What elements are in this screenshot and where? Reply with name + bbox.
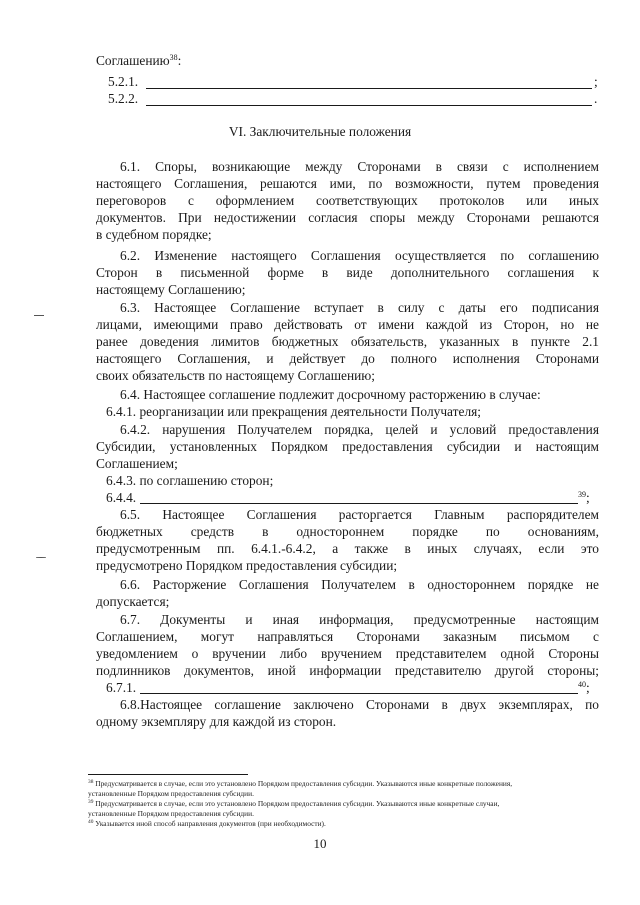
text-line: бюджетных средств в одностороннем порядке по основаниям,	[96, 524, 599, 539]
text-line: в судебном порядке;	[96, 227, 212, 242]
text-line: 6.1. Споры, возникающие между Сторонами в связи с исполнением	[120, 159, 599, 174]
page-number: 10	[313, 836, 327, 851]
paragraph-6-8	[96, 696, 599, 730]
footnote-ref: 40	[578, 680, 586, 689]
text-line: 6.4.2. нарушения Получателем порядка, целей и условий предоставления	[120, 422, 599, 437]
item-6-7-1-blank	[140, 693, 578, 694]
paragraph-6-3	[96, 299, 599, 384]
paragraph-6-6	[96, 576, 599, 610]
text-line: 6.5. Настоящее Соглашения расторгается Главным распорядителем	[120, 507, 599, 522]
text-line: 6.2. Изменение настоящего Соглашения осуществляется по соглашению	[120, 248, 599, 263]
item-5-2-2-number: 5.2.2.	[108, 91, 139, 106]
item-6-4-4-end: $^{39}$;	[578, 490, 590, 505]
paragraph-6-4-2	[96, 421, 599, 472]
text-line: настоящему Соглашению;	[96, 282, 246, 297]
item-6-7-1-number: 6.7.1.	[106, 680, 137, 695]
text-line: своих обязательств по настоящему Соглашению;	[96, 368, 376, 383]
item-5-2-2-blank	[146, 105, 592, 106]
text-line: предусмотрено Порядком предоставления субсидии;	[96, 558, 398, 573]
footnote-line: установленные Порядком предоставления субсидии.	[88, 788, 254, 798]
footnote-ref: 38	[169, 53, 178, 62]
item-5-2-1-blank	[146, 88, 592, 89]
scan-mark	[34, 315, 44, 316]
text-line: Соглашением, могут направляться Сторонами заказным письмом с	[96, 629, 599, 644]
paragraph-6-7	[96, 611, 599, 679]
item-5-2-2-end: .	[594, 91, 598, 106]
continuation-text: Соглашению$^{38}$:	[96, 53, 182, 68]
footnote-38	[88, 779, 598, 798]
text-line: настоящего Соглашения, решаются ими, по возможности, путем проведения	[96, 176, 599, 191]
footnote-line: $^{40}$ Указывается иной способ направления документов (при необходимости).	[88, 819, 326, 828]
footnote-line: установленные Порядком предоставления субсидии.	[88, 808, 254, 818]
item-6-4-4-blank	[140, 503, 578, 504]
footnote-line: $^{39}$ Предусматривается в случае, если это установлено Порядком предоставления субсидии. Указываются иные конкретные случаи,	[88, 799, 500, 808]
footnote-40	[88, 819, 598, 829]
paragraph-6-4: 6.4. Настоящее соглашение подлежит досрочному расторжению в случае:	[120, 387, 541, 402]
footnote-mark: 40	[88, 819, 94, 825]
footnote-mark: 39	[88, 799, 94, 805]
footnote-line: $^{38}$ Предусматривается в случае, если это установлено Порядком предоставления субсидии. Указываются иные конкретные положения,	[88, 779, 513, 788]
paragraph-6-1	[96, 158, 599, 243]
text-line: ранее доведения лимитов бюджетных обязательств, указанных в пункте 2.1	[96, 334, 599, 349]
text-line: Субсидии, установленных Порядком предоставления субсидии и настоящим	[96, 439, 599, 454]
paragraph-6-4-3: 6.4.3. по соглашению сторон;	[106, 473, 274, 488]
text-line: Соглашением;	[96, 456, 178, 471]
text-line: 6.8.Настоящее соглашение заключено Сторонами в двух экземплярах, по	[120, 697, 599, 712]
paragraph-6-4-1: 6.4.1. реорганизации или прекращения деятельности Получателя;	[106, 404, 482, 419]
footnote-mark: 38	[88, 779, 94, 785]
paragraph-6-5	[96, 506, 599, 574]
footnote-ref: 39	[578, 490, 586, 499]
text-line: 6.6. Расторжение Соглашения Получателем в одностороннем порядке не	[120, 577, 599, 592]
text-line: лицами, имеющими право действовать от имени каждой из Сторон, но не	[96, 317, 599, 332]
footnote-39	[88, 799, 598, 818]
item-6-4-4-number: 6.4.4.	[106, 490, 137, 505]
item-6-7-1-end: $^{40}$;	[578, 680, 590, 695]
text-line: одному экземпляру для каждой из сторон.	[96, 714, 337, 729]
paragraph-6-2	[96, 247, 599, 298]
footnote-separator	[88, 774, 248, 775]
text-line: уведомлением о вручении либо вручением представителем одной Стороны	[96, 646, 599, 661]
text-line: переговоров с оформлением соответствующих протоколов или иных	[96, 193, 599, 208]
text-line: Сторон в письменной форме в виде дополнительного соглашения к	[96, 265, 599, 280]
item-5-2-1-end: ;	[594, 74, 598, 89]
item-5-2-1-number: 5.2.1.	[108, 74, 139, 89]
text-line: документов. При недостижении согласия споры между Сторонами решаются	[96, 210, 599, 225]
scan-mark	[36, 557, 46, 558]
text-line: 6.7. Документы и иная информация, предусмотренные настоящим	[120, 612, 599, 627]
section-title: VI. Заключительные положения	[228, 124, 412, 139]
text-line: предусмотренным пп. 6.4.1.-6.4.2, а также в иных случаях, если это	[96, 541, 599, 556]
text-line: настоящего Соглашения, и действует до полного исполнения Сторонами	[96, 351, 599, 366]
text-line: подлинников документов, иной информации представителю другой стороны;	[96, 663, 599, 678]
text-line: допускается;	[96, 594, 170, 609]
text-line: 6.3. Настоящее Соглашение вступает в силу с даты его подписания	[120, 300, 599, 315]
